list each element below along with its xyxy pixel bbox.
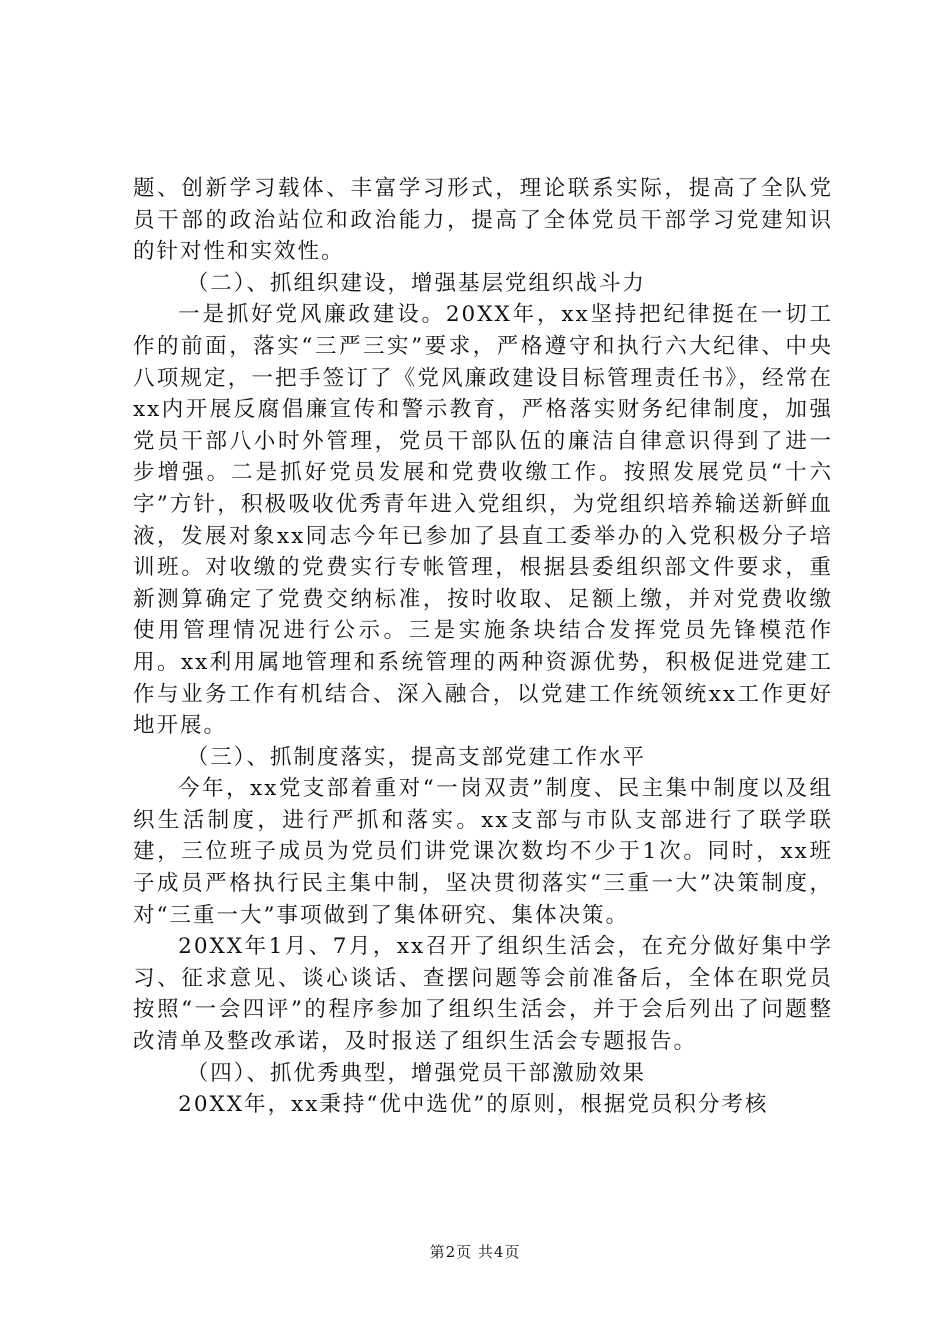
page-footer: 第2页 共4页 bbox=[429, 1243, 521, 1261]
paragraph-continuation: 题、创新学习载体、丰富学习形式，理论联系实际，提高了全队党员干部的政治站位和政治能力，提高了全体党员干部学习党建知识的针对性和实效性。 bbox=[133, 176, 833, 265]
paragraph-party-discipline: 一是抓好党风廉政建设。20XX年，xx坚持把纪律挺在一切工作的前面，落实“三严三实”要求，严格遵守和执行六大纪律、中央八项规定，一把手签订了《党风廉政建设目标管理责任书》，经常在xx内开展反腐倡廉宣传和警示教育，严格落实财务纪律制度，加强党员干部八小时外管理，党员干部队伍的廉洁自律意识得到了进一步增强。二是抓好党员发展和党费收缴工作。按照发展党员“十六字”方针，积极吸收优秀青年进入党组织，为党组织培养输送新鲜血液，发展对象xx同志今年已参加了县直工委举办的入党积极分子培训班。对收缴的党费实行专帐管理，根据县委组织部文件要求，重新测算确定了党费交纳标准，按时收取、足额上缴，并对党费收缴使用管理情况进行公示。三是实施条块结合发挥党员先锋模范作用。xx利用属地管理和系统管理的两种资源优势，积极促进党建工作与业务工作有机结合、深入融合，以党建工作统领统xx工作更好地开展。 bbox=[133, 302, 833, 739]
document-body bbox=[133, 173, 833, 1121]
paragraph-organization-meeting: 20XX年1月、7月，xx召开了组织生活会，在充分做好集中学习、征求意见、谈心谈话、查摆问题等会前准备后，全体在职党员按照“一会四评”的程序参加了组织生活会，并于会后列出了问题整改清单及整改承诺，及时报送了组织生活会专题报告。 bbox=[133, 934, 833, 1055]
paragraph-excellent-models: 20XX年，xx秉持“优中选优”的原则，根据党员积分考核 bbox=[178, 1092, 769, 1118]
section-heading-3: （三）、抓制度落实，提高支部党建工作水平 bbox=[186, 744, 647, 770]
section-heading-2: （二）、抓组织建设，增强基层党组织战斗力 bbox=[186, 270, 647, 296]
section-heading-4: （四）、抓优秀典型，增强党员干部激励效果 bbox=[186, 1060, 647, 1086]
paragraph-system-implementation: 今年，xx党支部着重对“一岗双责”制度、民主集中制度以及组织生活制度，进行严抓和落实。xx支部与市队支部进行了联学联建，三位班子成员为党员们讲党课次数均不少于1次。同时，xx班子成员严格执行民主集中制，坚决贯彻落实“三重一大”决策制度，对“三重一大”事项做到了集体研究、集体决策。 bbox=[133, 776, 833, 928]
